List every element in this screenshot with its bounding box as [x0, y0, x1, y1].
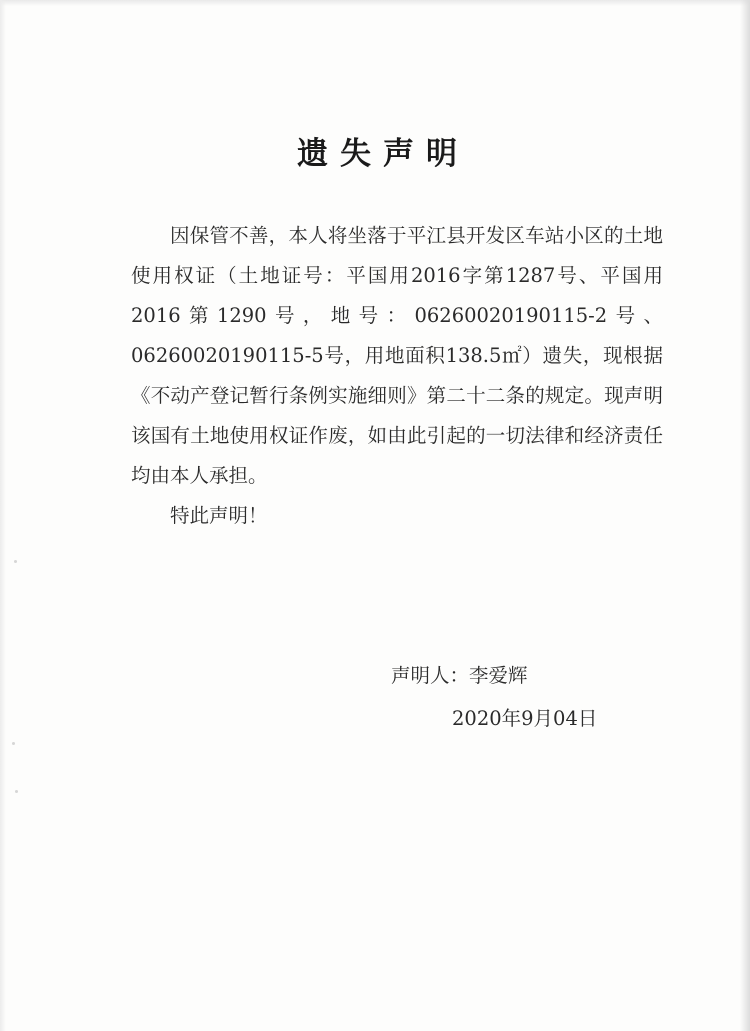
statement-paragraph: 因保管不善，本人将坐落于平江县开发区车站小区的土地使用权证（土地证号：平国用2016字第1287号、平国用2016第1290号，地号：06260020190115-2号、06260020190115-5号，用地面积138.5㎡）遗失，现根据《不动产登记暂行条例实施细则》第二十二条的规定。现声明该国有土地使用权证作废，如由此引起的一切法律和经济责任均由本人承担。 [131, 224, 663, 487]
scan-speck [15, 790, 18, 793]
signer-line: 声明人：李爱辉 [391, 664, 528, 687]
document-body [131, 216, 663, 536]
scan-speck [14, 560, 17, 563]
scan-speck [12, 742, 15, 745]
scan-edge-top [0, 0, 750, 6]
closing-line: 特此声明！ [170, 504, 268, 527]
document-title: 遗失声明 [297, 136, 469, 172]
date-line: 2020年9月04日 [452, 707, 598, 730]
